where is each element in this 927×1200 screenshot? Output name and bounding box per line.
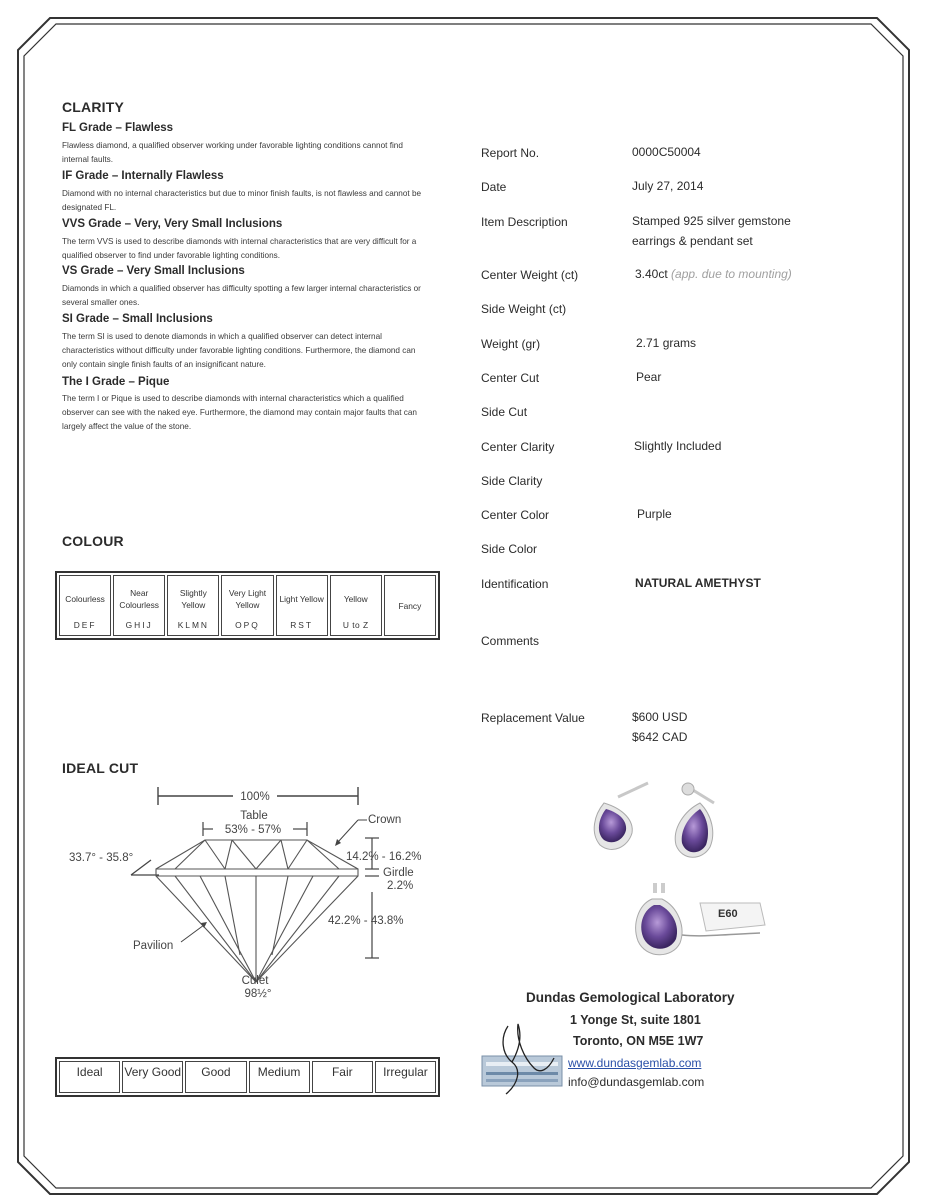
diamond-proportions-diagram [55, 780, 450, 1005]
item-description-line1: Stamped 925 silver gemstone [632, 214, 791, 228]
colour-cell-label: Near Colourless [119, 587, 159, 610]
lab-name: Dundas Gemological Laboratory [526, 990, 735, 1005]
report-no-label: Report No. [481, 146, 540, 160]
cut-grade-good: Good [185, 1061, 246, 1093]
center-weight-value-line [635, 265, 792, 284]
grade-i-desc: The term I or Pique is used to describe diamonds with internal characteristics which a qualified observer can see with the naked eye. Furthermore, the diamond may contain major faults that can largely affect the value of the stone. [62, 394, 417, 431]
colour-scale-table [55, 571, 440, 640]
center-cut-value: Pear [636, 370, 662, 384]
colour-cell-fancy [384, 575, 436, 636]
cut-grade-very-good: Very Good [122, 1061, 183, 1093]
colour-cell-codes: RST [290, 619, 313, 630]
colour-cell-slightly-yellow [167, 575, 219, 636]
label-culet-value: 98½° [244, 988, 272, 1000]
label-table: Table [240, 810, 268, 822]
colour-cell-label: Light Yellow [279, 593, 324, 604]
label-pavilion-depth: 42.2% - 43.8% [328, 915, 404, 927]
side-weight-label: Side Weight (ct) [481, 302, 567, 316]
date-label: Date [481, 180, 507, 194]
center-weight-label: Center Weight (ct) [481, 268, 579, 282]
side-color-label: Side Color [481, 542, 538, 556]
colour-cell-label: Yellow [343, 593, 368, 604]
grade-fl-title: FL Grade – Flawless [62, 122, 174, 134]
colour-cell-light-yellow [276, 575, 328, 636]
cut-grade-fair: Fair [312, 1061, 373, 1093]
cut-grade-ideal: Ideal [59, 1061, 120, 1093]
date-value: July 27, 2014 [632, 179, 704, 193]
cut-grade-irregular: Irregular [375, 1061, 436, 1093]
earring-left [594, 783, 648, 849]
identification-label: Identification [481, 577, 549, 591]
colour-cell-near-colourless [113, 575, 165, 636]
label-crown: Crown [368, 814, 402, 826]
colour-cell-label: Colourless [65, 593, 105, 604]
grade-si-desc: The term SI is used to denote diamonds in which a qualified observer can detect internal characteristics without difficulty under favorable lighting conditions. Furthermore, the diamond can only contain single finish faults of an insignificant nature. [62, 332, 416, 369]
colour-cell-codes: DEF [73, 619, 97, 630]
report-no-value: 0000C50004 [632, 145, 701, 159]
weight-gr-value: 2.71 grams [636, 336, 697, 350]
label-girdle-value: 2.2% [387, 880, 414, 892]
lab-address-line2: Toronto, ON M5E 1W7 [573, 1034, 704, 1048]
lab-website-link[interactable]: www.dundasgemlab.com [568, 1056, 702, 1070]
ideal-cut-title: IDEAL CUT [62, 760, 139, 776]
center-clarity-label: Center Clarity [481, 440, 555, 454]
center-weight-note: (app. due to mounting) [671, 267, 792, 281]
colour-cell-label: Very Light Yellow [228, 587, 267, 610]
grade-i-title: The I Grade – Pique [62, 376, 170, 388]
colour-cell-codes: U to Z [342, 619, 369, 630]
clarity-title: CLARITY [62, 99, 125, 115]
colour-title: COLOUR [62, 533, 124, 549]
side-cut-label: Side Cut [481, 405, 528, 419]
colour-cell-yellow [330, 575, 382, 636]
label-crown-height: 14.2% - 16.2% [346, 851, 422, 863]
label-table-range: 53% - 57% [224, 824, 282, 836]
pendant [636, 883, 765, 955]
label-culet: Culet [241, 975, 269, 987]
center-cut-label: Center Cut [481, 371, 540, 385]
colour-cell-codes: OPQ [235, 619, 260, 630]
weight-gr-label: Weight (gr) [481, 337, 541, 351]
colour-cell-colourless [59, 575, 111, 636]
lab-email: info@dundasgemlab.com [568, 1075, 705, 1089]
side-clarity-label: Side Clarity [481, 474, 543, 488]
colour-cell-codes: GHIJ [125, 619, 153, 630]
colour-cell-codes: KLMN [177, 619, 209, 630]
label-girdle: Girdle [383, 867, 414, 879]
grade-vs-desc: Diamonds in which a qualified observer has difficulty spotting a few larger internal characteristics or several smaller ones. [62, 284, 421, 307]
photo-tag-text: E60 [718, 908, 738, 920]
center-weight-value: 3.40ct [635, 267, 668, 281]
center-color-label: Center Color [481, 508, 550, 522]
identification-value: NATURAL AMETHYST [635, 576, 761, 590]
comments-label: Comments [481, 634, 540, 648]
grade-vvs-title: VVS Grade – Very, Very Small Inclusions [62, 218, 283, 230]
cut-grade-medium: Medium [249, 1061, 310, 1093]
replacement-value-label: Replacement Value [481, 711, 585, 725]
colour-cell-label: Slightly Yellow [179, 587, 207, 610]
item-description-line2: earrings & pendant set [632, 234, 753, 248]
grade-si-title: SI Grade – Small Inclusions [62, 313, 213, 325]
replacement-value-usd: $600 USD [632, 710, 688, 724]
label-total: 100% [240, 791, 270, 803]
earring-right [675, 783, 714, 857]
grade-vvs-desc: The term VVS is used to describe diamonds with internal characteristics that are very difficult for a qualified observer to find under favorable lighting conditions. [62, 237, 417, 260]
colour-cell-very-light-yellow [221, 575, 273, 636]
replacement-value-cad: $642 CAD [632, 730, 688, 744]
lab-address-line1: 1 Yonge St, suite 1801 [570, 1013, 701, 1027]
label-pavilion: Pavilion [133, 940, 174, 952]
center-color-value: Purple [637, 507, 672, 521]
colour-cell-label: Fancy [398, 600, 422, 611]
grade-if-title: IF Grade – Internally Flawless [62, 170, 224, 182]
label-crown-angle: 33.7° - 35.8° [69, 852, 134, 864]
jewelry-photo [560, 775, 775, 990]
grade-fl-desc: Flawless diamond, a qualified observer working under favorable lighting conditions cannot find internal faults. [62, 141, 403, 164]
grade-if-desc: Diamond with no internal characteristics but due to minor finish faults, is not flawless and cannot be designated FL. [62, 189, 422, 212]
grade-vs-title: VS Grade – Very Small Inclusions [62, 265, 245, 277]
item-description-label: Item Description [481, 215, 568, 229]
cut-grade-table [55, 1057, 440, 1097]
center-clarity-value: Slightly Included [634, 439, 722, 453]
seal-and-signature [478, 1018, 568, 1102]
